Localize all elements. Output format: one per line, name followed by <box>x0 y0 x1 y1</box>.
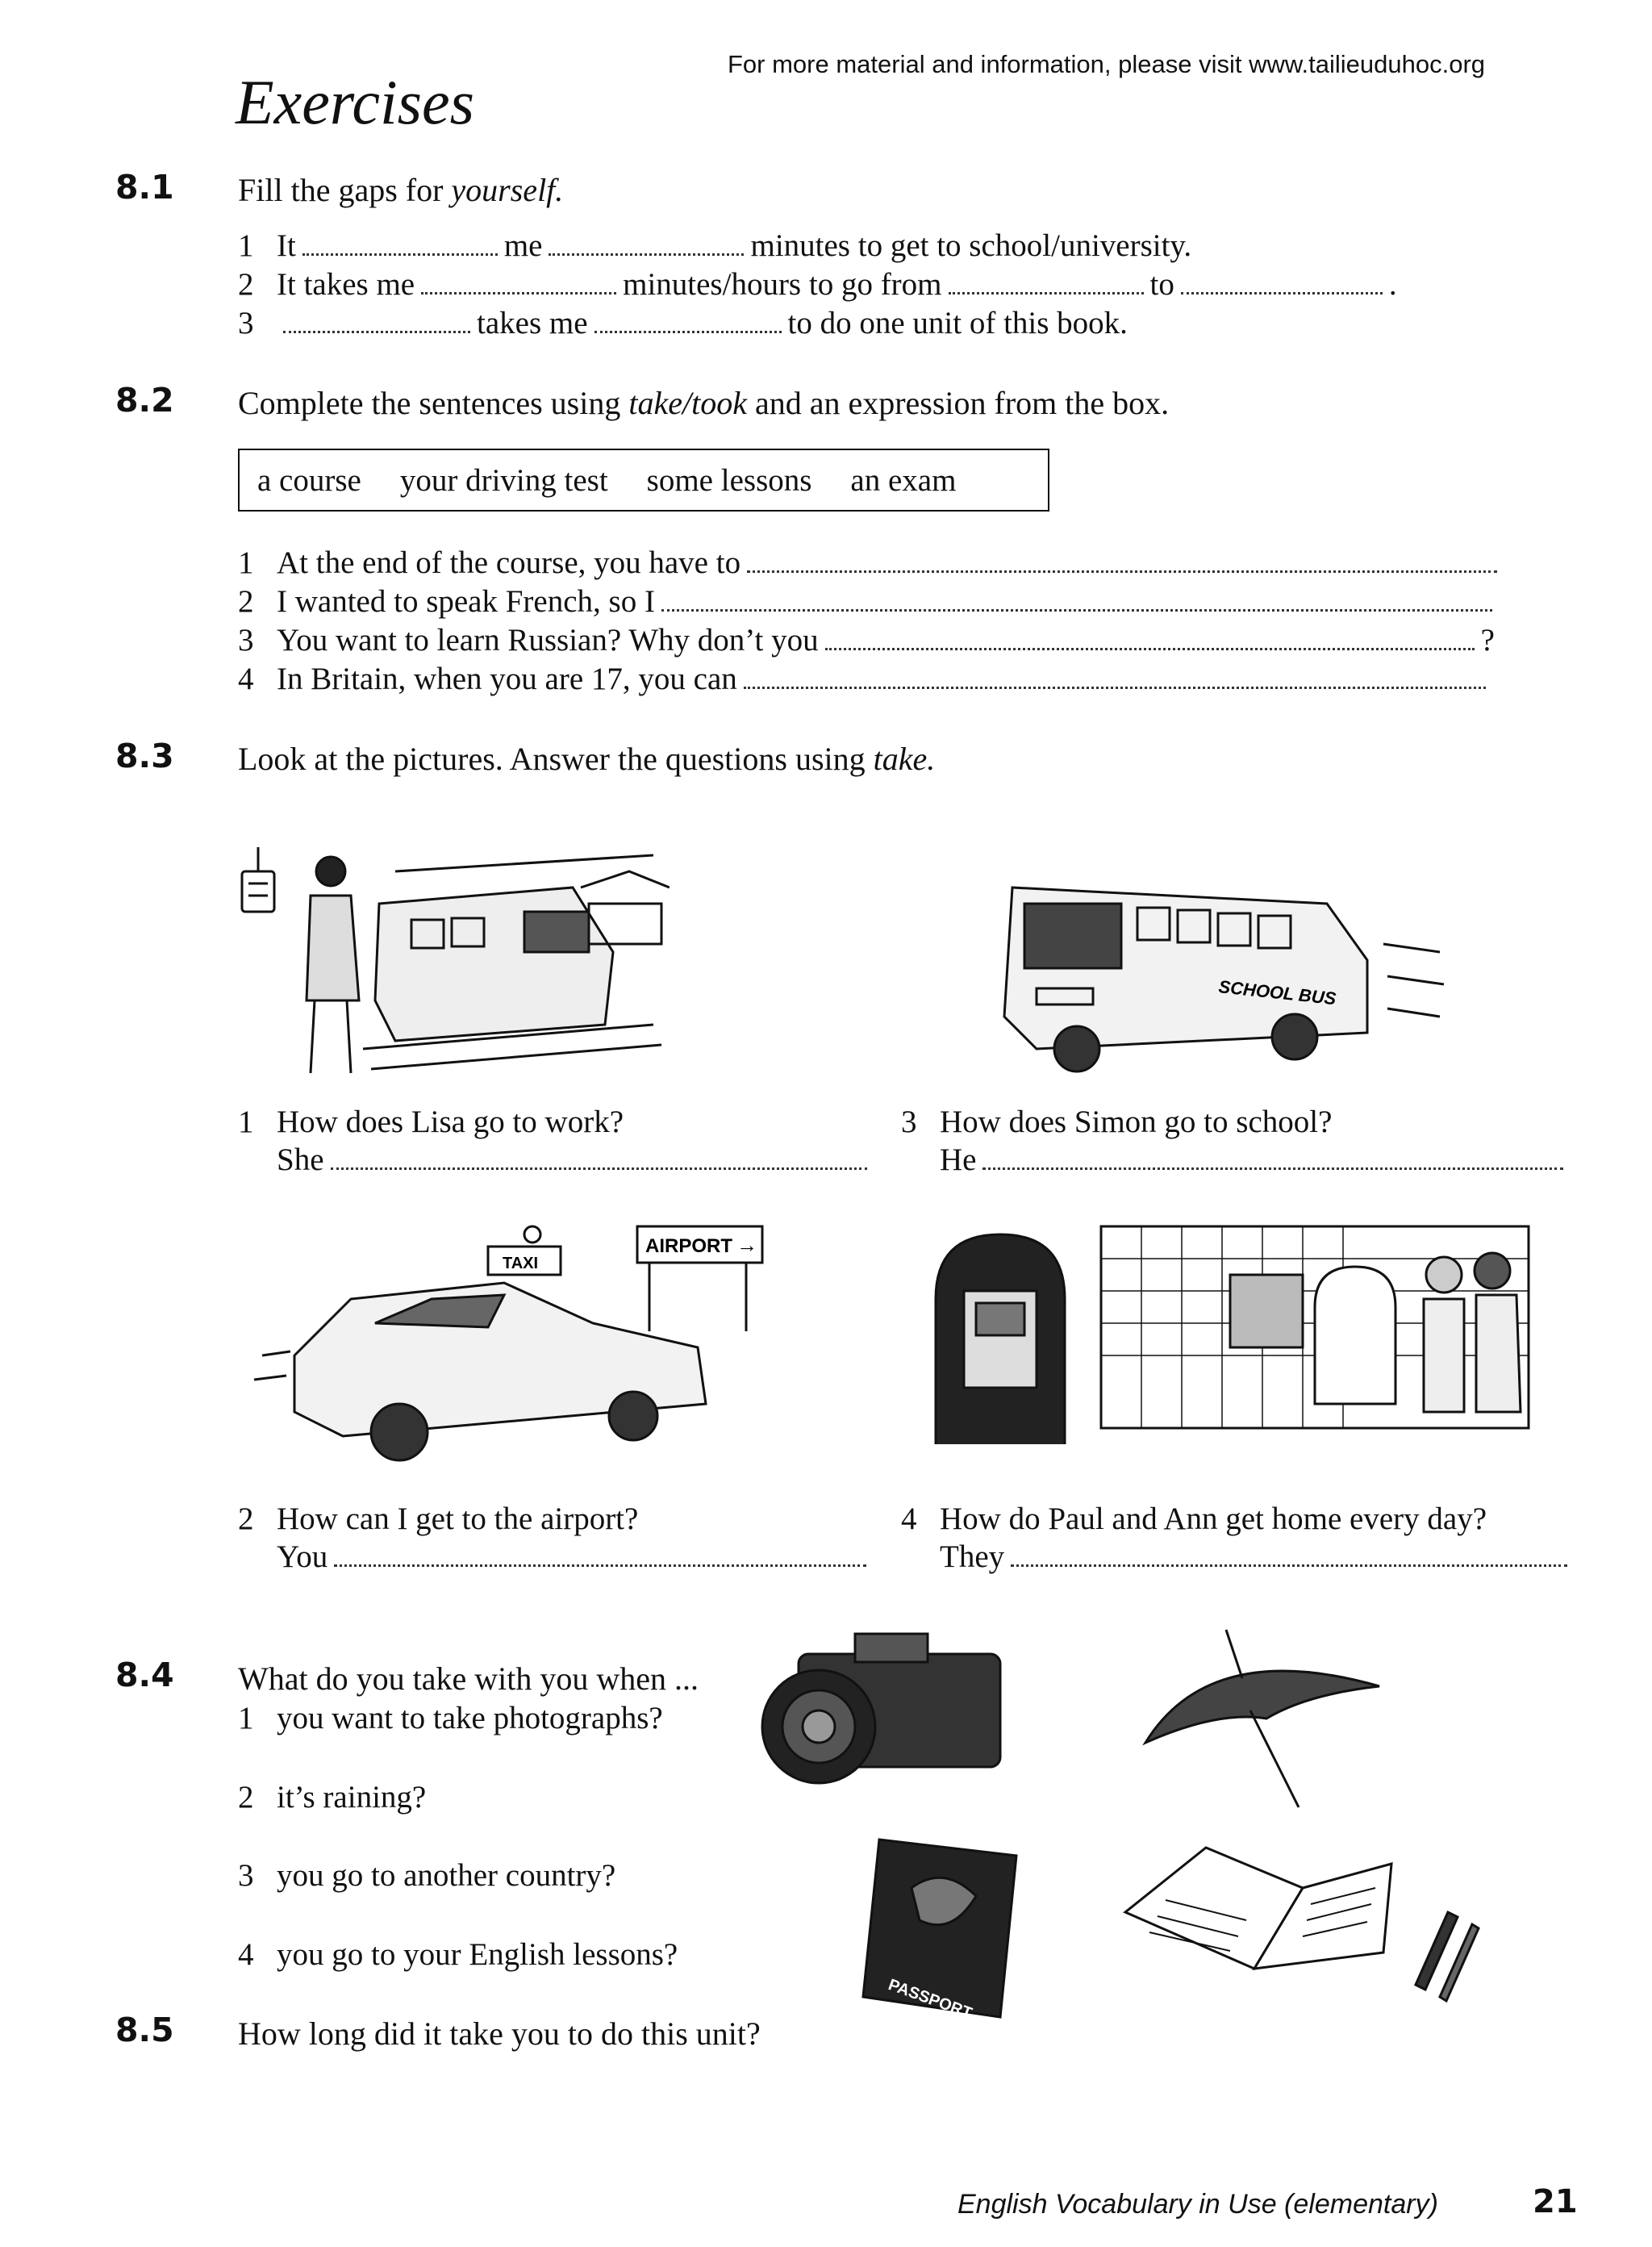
exercise-line-8-2-1 <box>238 545 1504 581</box>
item-number: 1 <box>238 228 254 263</box>
answer-start: He <box>940 1142 977 1177</box>
expression-option: some lessons <box>646 462 812 498</box>
heading-text: Fill the gaps for <box>238 172 452 208</box>
item-number: 4 <box>901 1501 917 1536</box>
section-number-8-1: 8.1 <box>115 168 174 207</box>
passport-label: PASSPORT <box>886 1976 974 2023</box>
line-text: minutes to get to school/university. <box>750 228 1192 263</box>
blank[interactable] <box>302 253 498 256</box>
page-title: Exercises <box>236 67 474 137</box>
line-text: At the end of the course, you have to <box>277 545 741 580</box>
taxi-sign: TAXI <box>503 1255 539 1272</box>
school-bus-label: SCHOOL BUS <box>1217 976 1337 1009</box>
expression-option: a course <box>257 462 361 498</box>
line-text: It takes me <box>277 267 415 302</box>
passport-illustration <box>855 1823 1041 2025</box>
line-text: takes me <box>477 306 588 340</box>
heading-emphasis: take/took <box>628 385 747 421</box>
line-text: to do one unit of this book. <box>787 306 1128 340</box>
umbrella-illustration <box>1129 1622 1395 1815</box>
exercise-line-8-2-3 <box>238 622 1495 658</box>
underground-station-illustration <box>928 1218 1541 1452</box>
expression-box <box>238 449 1049 512</box>
exercise-line-8-1-1 <box>238 228 1191 264</box>
question-8-3-1 <box>238 1104 624 1140</box>
page-number: 21 <box>1533 2183 1578 2220</box>
line-text: In Britain, when you are 17, you can <box>277 662 737 696</box>
item-number: 1 <box>238 545 254 580</box>
section-heading-8-5: How long did it take you to do this unit? <box>238 2015 761 2052</box>
question-text: How does Simon go to school? <box>940 1105 1333 1139</box>
line-text: me <box>503 228 543 263</box>
answer-blank[interactable] <box>661 609 1492 612</box>
item-number: 2 <box>238 1501 254 1536</box>
section-heading-8-2 <box>238 384 1169 422</box>
heading-text: Look at the pictures. Answer the questions using <box>238 741 874 777</box>
watermark-text: For more material and information, please visit www.tailieuduhoc.org <box>728 50 1486 78</box>
item-number: 3 <box>238 306 254 340</box>
item-number: 1 <box>238 1701 254 1735</box>
line-text: . <box>1388 267 1397 302</box>
question-8-3-4 <box>901 1501 1487 1537</box>
answer-start: You <box>277 1539 328 1574</box>
question-8-3-2 <box>238 1501 638 1537</box>
question-text: How can I get to the airport? <box>277 1501 639 1536</box>
section-number-8-2: 8.2 <box>115 381 174 420</box>
blank[interactable] <box>1181 292 1383 294</box>
school-bus-illustration <box>988 855 1448 1089</box>
item-number: 2 <box>238 267 254 302</box>
line-text: minutes/hours to go from <box>623 267 942 302</box>
item-number: 3 <box>238 1858 254 1893</box>
arrow-right-icon: → <box>736 1233 757 1257</box>
camera-illustration <box>750 1622 1016 1807</box>
question-8-4-3 <box>238 1857 615 1894</box>
expression-option: your driving test <box>399 462 608 498</box>
section-heading-8-4: What do you take with you when ... <box>238 1660 699 1697</box>
item-number: 2 <box>238 1780 254 1815</box>
answer-blank[interactable] <box>747 570 1497 573</box>
item-number: 2 <box>238 584 254 619</box>
line-text: to <box>1149 267 1174 302</box>
item-number: 3 <box>901 1105 917 1139</box>
exercise-line-8-1-3 <box>238 305 1128 341</box>
section-heading-8-3 <box>238 740 935 778</box>
question-8-4-1 <box>238 1700 663 1736</box>
expression-option: an exam <box>850 462 957 498</box>
answer-blank[interactable] <box>1011 1564 1567 1567</box>
line-text: You want to learn Russian? Why don’t you <box>277 623 819 658</box>
taxi-illustration <box>246 1218 786 1476</box>
blank[interactable] <box>283 331 470 333</box>
line-text: It <box>277 228 296 263</box>
heading-emphasis: yourself. <box>451 172 564 208</box>
heading-emphasis: take. <box>873 741 936 777</box>
section-number-8-5: 8.5 <box>115 2011 174 2049</box>
answer-blank[interactable] <box>334 1564 866 1567</box>
heading-text: and an expression from the box. <box>746 385 1170 421</box>
blank[interactable] <box>949 292 1144 294</box>
heading-text: Complete the sentences using <box>238 385 629 421</box>
question-text: How does Lisa go to work? <box>277 1105 624 1139</box>
line-text: ? <box>1480 623 1495 658</box>
question-text: you go to another country? <box>277 1858 616 1893</box>
blank[interactable] <box>594 331 782 333</box>
section-number-8-4: 8.4 <box>115 1656 174 1694</box>
item-number: 3 <box>238 623 254 658</box>
answer-line-8-3-3 <box>940 1142 1570 1178</box>
book-and-pen-illustration <box>1109 1823 1480 2017</box>
section-heading-8-1 <box>238 171 563 209</box>
question-8-4-4 <box>238 1936 678 1973</box>
answer-start: They <box>940 1539 1005 1574</box>
exercise-line-8-2-4 <box>238 661 1492 697</box>
blank[interactable] <box>549 253 744 256</box>
answer-blank[interactable] <box>825 648 1475 650</box>
item-number: 4 <box>238 1937 254 1972</box>
question-text: you go to your English lessons? <box>277 1937 678 1972</box>
question-text: you want to take photographs? <box>277 1701 663 1735</box>
line-text: I wanted to speak French, so I <box>277 584 655 619</box>
question-8-3-3 <box>901 1104 1332 1140</box>
item-number: 1 <box>238 1105 254 1139</box>
answer-line-8-3-2 <box>277 1539 873 1575</box>
airport-sign: AIRPORT <box>645 1235 732 1257</box>
answer-start: She <box>277 1142 324 1177</box>
answer-line-8-3-1 <box>277 1142 874 1178</box>
train-station-illustration <box>234 839 670 1081</box>
item-number: 4 <box>238 662 254 696</box>
question-text: it’s raining? <box>277 1780 427 1815</box>
exercise-line-8-1-2 <box>238 266 1397 303</box>
answer-line-8-3-4 <box>940 1539 1574 1575</box>
answer-blank[interactable] <box>744 687 1486 689</box>
book-title-footer: English Vocabulary in Use (elementary) <box>957 2189 1438 2220</box>
exercise-line-8-2-2 <box>238 583 1499 620</box>
question-text: How do Paul and Ann get home every day? <box>940 1501 1487 1536</box>
question-8-4-2 <box>238 1779 426 1815</box>
section-number-8-3: 8.3 <box>115 737 174 775</box>
answer-blank[interactable] <box>331 1167 867 1170</box>
blank[interactable] <box>421 292 616 294</box>
answer-blank[interactable] <box>982 1167 1563 1170</box>
